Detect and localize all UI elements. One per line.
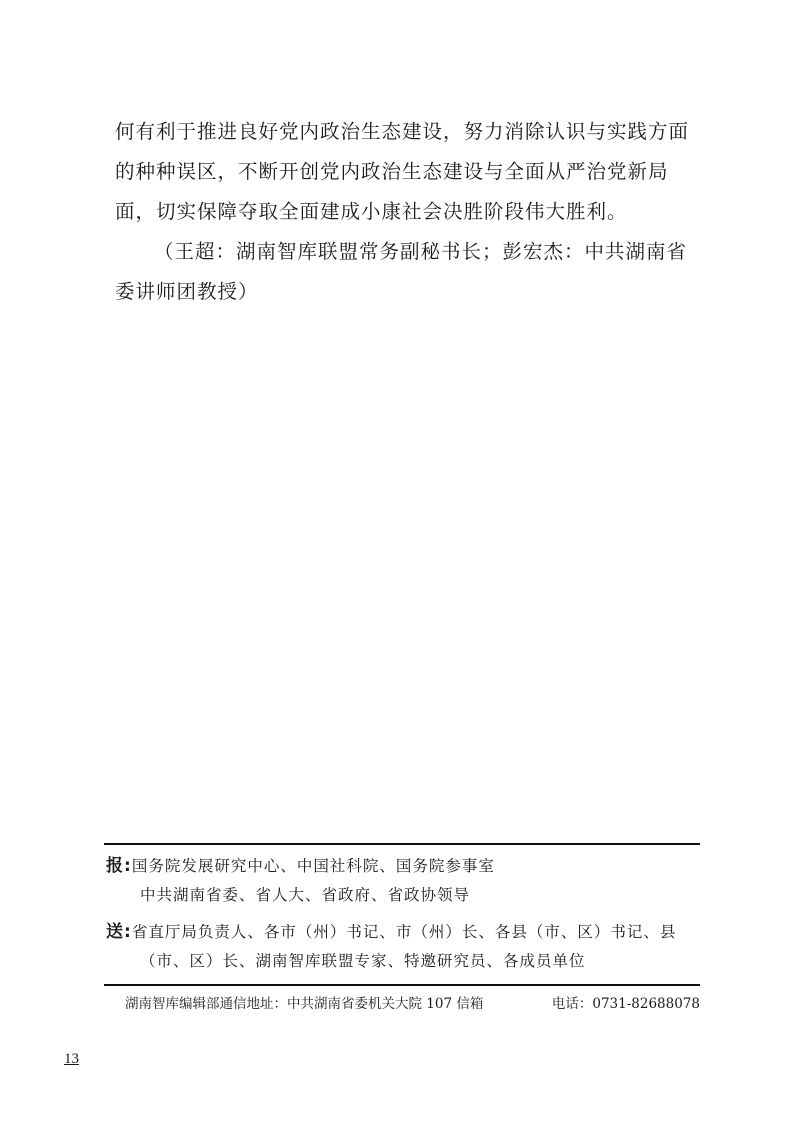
body-paragraph: 何有利于推进良好党内政治生态建设，努力消除认识与实践方面的种种误区，不断开创党内政治生态建设与全面从严治党新局面，切实保障夺取全面建成小康社会决胜阶段伟大胜利。 — [115, 120, 690, 223]
footer-address: 湖南智库编辑部通信地址：中共湖南省委机关大院 107 信箱 — [125, 996, 484, 1012]
send-label: 送 — [106, 922, 124, 942]
author-note: （王超：湖南智库联盟常务副秘书长；彭宏杰：中共湖南省委讲师团教授） — [115, 240, 688, 303]
footer — [125, 992, 700, 1012]
send-recipients-1: 省直厅局负责人、各市（州）书记、市（州）长、各县（市、区）书记、县 — [131, 923, 677, 941]
article-body — [115, 112, 690, 312]
send-recipients-2: （市、区）长、湖南智库联盟专家、特邀研究员、各成员单位 — [140, 952, 586, 970]
report-recipients-1: 国务院发展研究中心、中国社科院、国务院参事室 — [131, 857, 495, 875]
distribution-box — [104, 843, 700, 986]
send-line-1: 送:省直厅局负责人、各市（州）书记、市（州）长、各县（市、区）书记、县 — [106, 922, 677, 942]
page-number: 13 — [64, 1051, 79, 1067]
report-label: 报 — [106, 856, 124, 876]
report-recipients-2: 中共湖南省委、省人大、省政府、省政协领导 — [140, 886, 471, 904]
footer-phone: 电话：0731-82688078 — [551, 996, 700, 1012]
report-line-1: 报:国务院发展研究中心、中国社科院、国务院参事室 — [106, 856, 495, 876]
